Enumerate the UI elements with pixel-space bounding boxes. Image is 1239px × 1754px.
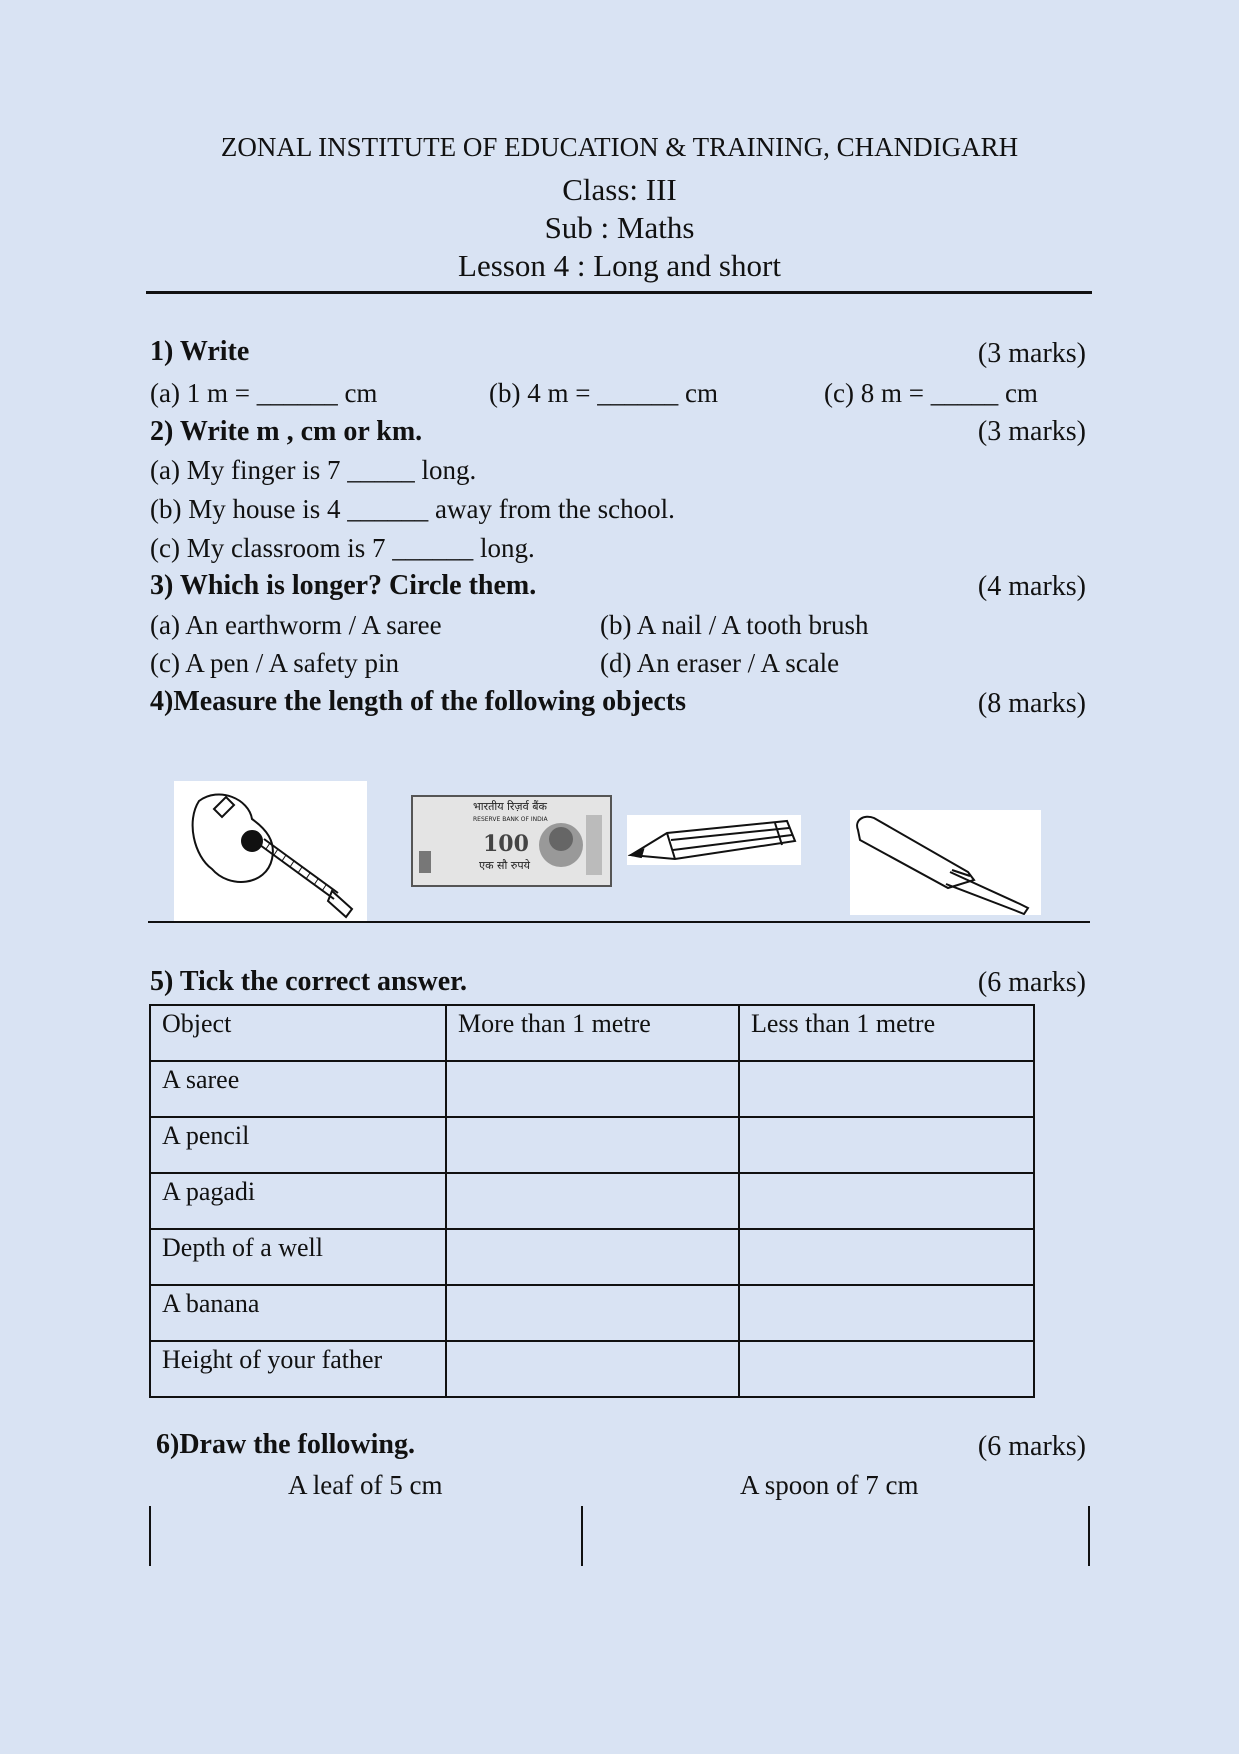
tick-less-cell[interactable] <box>739 1229 1034 1285</box>
lesson-title: Lesson 4 : Long and short <box>458 248 781 283</box>
q4-marks: (8 marks) <box>977 688 1086 719</box>
header-divider <box>146 291 1092 294</box>
note-value: 100 <box>483 831 529 857</box>
note-title-hindi: भारतीय रिज़र्व बैंक <box>473 800 547 813</box>
subject-label: Sub : Maths <box>544 210 695 245</box>
q1-part-b: (b) 4 m = ______ cm <box>489 378 718 408</box>
institute-name: ZONAL INSTITUTE OF EDUCATION & TRAINING, CHANDIGARH <box>220 132 1019 162</box>
q5-marks: (6 marks) <box>977 967 1086 998</box>
table-row <box>150 1061 1034 1117</box>
q4-divider <box>148 921 1090 923</box>
pencil-image <box>627 815 801 865</box>
table-row <box>150 1341 1034 1397</box>
tick-answer-table <box>149 1004 1035 1398</box>
tick-less-cell[interactable] <box>739 1117 1034 1173</box>
q1-part-c: (c) 8 m = _____ cm <box>824 378 1038 408</box>
row-object: A pagadi <box>150 1173 446 1229</box>
q3-part-d: (d) An eraser / A scale <box>600 648 840 678</box>
tick-more-cell[interactable] <box>446 1117 739 1173</box>
q6-title: 6)Draw the following. <box>156 1429 415 1460</box>
leaf-drawing-area[interactable] <box>153 1510 579 1564</box>
class-label: Class: III <box>562 172 677 207</box>
q6-marks: (6 marks) <box>977 1431 1086 1462</box>
header-less-than-1m: Less than 1 metre <box>739 1005 1034 1061</box>
header-more-than-1m: More than 1 metre <box>446 1005 739 1061</box>
cricket-bat-image <box>850 810 1041 915</box>
q2-marks: (3 marks) <box>977 416 1086 447</box>
tick-more-cell[interactable] <box>446 1229 739 1285</box>
row-object: A saree <box>150 1061 446 1117</box>
q3-marks: (4 marks) <box>977 571 1086 602</box>
q2-part-b: (b) My house is 4 ______ away from the school. <box>150 494 675 524</box>
q6-left-prompt: A leaf of 5 cm <box>288 1470 443 1500</box>
tick-less-cell[interactable] <box>739 1061 1034 1117</box>
q3-title: 3) Which is longer? Circle them. <box>150 570 537 601</box>
header-object: Object <box>150 1005 446 1061</box>
table-row <box>150 1117 1034 1173</box>
drawing-box-divider <box>581 1506 583 1566</box>
q3-part-c: (c) A pen / A safety pin <box>150 648 399 678</box>
q1-part-a: (a) 1 m = ______ cm <box>150 378 378 408</box>
row-object: Height of your father <box>150 1341 446 1397</box>
tick-less-cell[interactable] <box>739 1173 1034 1229</box>
q5-title: 5) Tick the correct answer. <box>150 966 468 997</box>
rupee-note-image <box>411 795 612 887</box>
row-object: A pencil <box>150 1117 446 1173</box>
row-object: A banana <box>150 1285 446 1341</box>
guitar-image <box>174 781 367 922</box>
tick-more-cell[interactable] <box>446 1285 739 1341</box>
q3-part-a: (a) An earthworm / A saree <box>150 610 442 640</box>
spoon-drawing-area[interactable] <box>585 1510 1086 1564</box>
table-row <box>150 1229 1034 1285</box>
tick-more-cell[interactable] <box>446 1061 739 1117</box>
note-value-hindi: एक सौ रुपये <box>479 859 531 872</box>
q2-part-a: (a) My finger is 7 _____ long. <box>150 455 477 485</box>
tick-less-cell[interactable] <box>739 1341 1034 1397</box>
q1-title: 1) Write <box>150 336 250 367</box>
tick-more-cell[interactable] <box>446 1341 739 1397</box>
drawing-box-left-border <box>149 1506 151 1566</box>
table-row <box>150 1173 1034 1229</box>
q1-marks: (3 marks) <box>977 338 1086 369</box>
q4-title: 4)Measure the length of the following objects <box>150 686 687 717</box>
note-title-english: RESERVE BANK OF INDIA <box>473 816 548 823</box>
tick-more-cell[interactable] <box>446 1173 739 1229</box>
table-header-row <box>150 1005 1034 1061</box>
tick-less-cell[interactable] <box>739 1285 1034 1341</box>
q3-part-b: (b) A nail / A tooth brush <box>600 610 869 640</box>
q6-right-prompt: A spoon of 7 cm <box>740 1470 919 1500</box>
q2-title: 2) Write m , cm or km. <box>150 416 423 447</box>
q2-part-c: (c) My classroom is 7 ______ long. <box>150 533 535 563</box>
table-row <box>150 1285 1034 1341</box>
drawing-box-right-border <box>1088 1506 1090 1566</box>
row-object: Depth of a well <box>150 1229 446 1285</box>
